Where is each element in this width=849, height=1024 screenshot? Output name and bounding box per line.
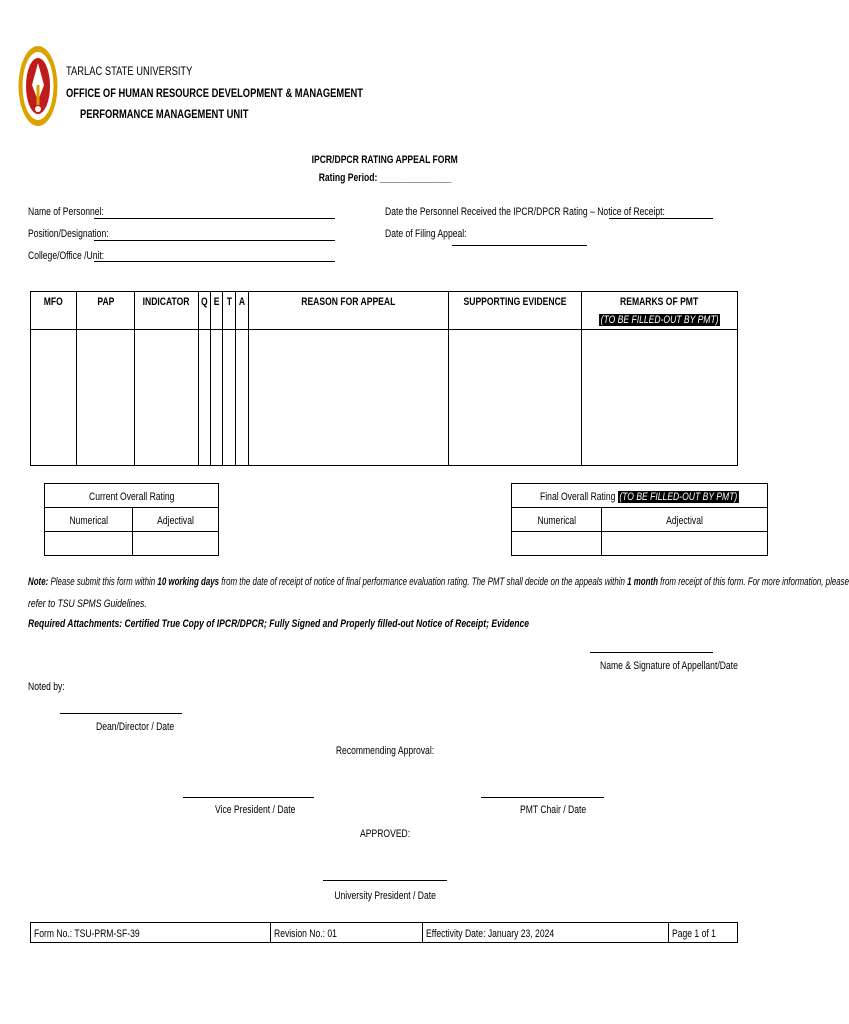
pmt-chair-signature-line[interactable]	[481, 797, 604, 798]
col-mfo: MFO	[31, 292, 77, 330]
required-attachments: Required Attachments: Certified True Copy of IPCR/DPCR; Fully Signed and Properly filled-out Notice of Receipt; Evidence	[28, 618, 530, 630]
final-rating-title: Final Overall Rating	[540, 490, 616, 503]
appellant-signature-line[interactable]	[590, 652, 713, 653]
form-title: IPCR/DPCR RATING APPEAL FORM	[311, 154, 459, 166]
current-adjectival-label: Adjectival	[157, 514, 194, 527]
col-t: T	[222, 292, 235, 330]
dean-label: Dean/Director / Date	[96, 721, 175, 733]
col-indicator: INDICATOR	[135, 292, 198, 330]
current-rating-title: Current Overall Rating	[88, 490, 175, 503]
recommending-label: Recommending Approval:	[335, 745, 435, 757]
final-adjectival-label: Adjectival	[666, 514, 703, 527]
note-text-2: refer to TSU SPMS Guidelines.	[28, 598, 147, 610]
col-a: A	[236, 292, 248, 330]
final-adjectival-value[interactable]	[602, 532, 768, 556]
remarks-note: (TO BE FILLED-OUT BY PMT)	[600, 314, 719, 326]
rating-period: Rating Period: _______________	[318, 172, 452, 184]
col-reason: REASON FOR APPEAL	[248, 292, 448, 330]
noted-by-label: Noted by:	[28, 681, 65, 693]
col-e: E	[210, 292, 222, 330]
university-name: TARLAC STATE UNIVERSITY	[66, 64, 193, 78]
appellant-label: Name & Signature of Appellant/Date	[600, 660, 738, 672]
pmt-chair-label: PMT Chair / Date	[520, 804, 587, 816]
name-label: Name of Personnel:	[28, 206, 104, 218]
president-signature-line[interactable]	[323, 880, 447, 881]
col-evidence: SUPPORTING EVIDENCE	[448, 292, 581, 330]
current-adjectival-value[interactable]	[133, 532, 219, 556]
date-filing-label: Date of Filing Appeal:	[385, 228, 467, 240]
appeal-table-row	[31, 330, 738, 466]
col-remarks: REMARKS OF PMT (TO BE FILLED-OUT BY PMT)	[581, 292, 737, 330]
date-received-field[interactable]	[609, 218, 713, 219]
current-numerical-label: Numerical	[69, 514, 108, 527]
name-field[interactable]	[94, 218, 335, 219]
page-number: Page 1 of 1	[672, 927, 716, 940]
unit-name: PERFORMANCE MANAGEMENT UNIT	[80, 107, 249, 121]
final-rating-table	[511, 483, 768, 556]
note-text: Note: Please submit this form within 10 working days from the date of receipt of notice of final performance evaluation rating. The PMT shall decide on the appeals within 1 month from receipt of this form. For more information, please	[28, 576, 849, 588]
vp-label: Vice President / Date	[215, 804, 296, 816]
position-label: Position/Designation:	[28, 228, 109, 240]
appeal-table	[30, 291, 738, 466]
current-numerical-value[interactable]	[45, 532, 133, 556]
office-name: OFFICE OF HUMAN RESOURCE DEVELOPMENT & MANAGEMENT	[66, 86, 363, 100]
final-numerical-value[interactable]	[512, 532, 602, 556]
date-received-label: Date the Personnel Received the IPCR/DPCR Rating – Notice of Receipt:	[385, 206, 665, 218]
footer-table	[30, 922, 738, 943]
col-pap: PAP	[76, 292, 135, 330]
date-filing-field[interactable]	[452, 245, 587, 246]
current-rating-table	[44, 483, 219, 556]
final-rating-note: (TO BE FILLED-OUT BY PMT)	[619, 490, 738, 503]
appeal-table-header	[31, 292, 738, 330]
president-label: University President / Date	[334, 890, 436, 902]
effectivity-date: Effectivity Date: January 23, 2024	[426, 927, 555, 940]
revision-number: Revision No.: 01	[274, 927, 337, 940]
form-number: Form No.: TSU-PRM-SF-39	[34, 927, 140, 940]
university-seal-logo	[18, 45, 58, 127]
vp-signature-line[interactable]	[183, 797, 314, 798]
approved-label: APPROVED:	[359, 828, 411, 840]
position-field[interactable]	[94, 240, 335, 241]
final-numerical-label: Numerical	[537, 514, 576, 527]
col-q: Q	[198, 292, 210, 330]
college-label: College/Office /Unit:	[28, 250, 105, 262]
college-field[interactable]	[94, 261, 335, 262]
dean-signature-line[interactable]	[60, 713, 182, 714]
